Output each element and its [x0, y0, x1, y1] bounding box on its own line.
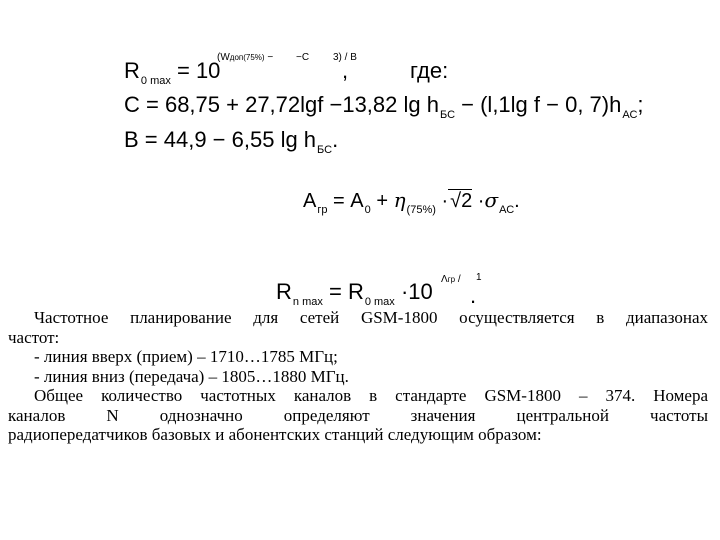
- r0max-exponent: [217, 52, 273, 63]
- formula-r0max: [124, 60, 220, 87]
- formula-agr: [303, 190, 520, 216]
- rnmax-eq: = R: [328, 279, 364, 304]
- b-end: .: [332, 127, 339, 152]
- rnmax-exp-one: 1: [476, 272, 482, 283]
- agr-end: .: [514, 190, 520, 212]
- formula-c: [124, 94, 644, 121]
- rnmax-exp: Λ: [441, 274, 448, 285]
- r0max-comma: ,: [342, 58, 349, 83]
- agr-dot2: ·: [477, 190, 485, 212]
- paragraph-3: - линия вниз (передача) – 1805…1880 МГц.: [34, 366, 349, 386]
- r0max-lhs-sub: 0 max: [140, 75, 171, 87]
- paragraph-4-line-2: каналов N однозначно определяют значения центральной частоты: [8, 405, 708, 425]
- r0max-exp-tail: 3) / B: [333, 52, 357, 63]
- rnmax-lhs: R: [276, 279, 292, 304]
- c-sub-as: АС: [622, 109, 638, 121]
- r0max-exp-sub: доп(75%): [229, 53, 265, 62]
- rnmax-exponent: [441, 274, 461, 285]
- c-mid: − (l,1lg f − 0, 7)h: [455, 92, 622, 117]
- paragraph-4-line-1: Общее количество частотных каналов в стандарте GSM-1800 – 374. Номера: [34, 386, 708, 405]
- r0max-lhs: R: [124, 58, 140, 83]
- agr-sigma-sub: АС: [499, 204, 515, 216]
- b-main: B = 44,9 − 6,55 lg h: [124, 127, 317, 152]
- r0max-exp-open: (W: [217, 52, 230, 63]
- rnmax-exp-tail: /: [457, 274, 461, 285]
- rnmax-lhs-sub: n max: [292, 296, 323, 308]
- agr-dot: ·: [441, 190, 449, 212]
- formula-rnmax: [276, 281, 433, 308]
- agr-plus: +: [376, 190, 388, 212]
- agr-eq: = A: [333, 190, 364, 212]
- r0max-eq: = 10: [176, 58, 221, 83]
- c-end: ;: [637, 92, 644, 117]
- rnmax-exp-sub: гр: [447, 275, 456, 284]
- rnmax-r0-sub: 0 max: [364, 296, 395, 308]
- rnmax-mult: ·10: [400, 279, 433, 304]
- c-sub-bs: БС: [439, 109, 456, 121]
- formula-b: [124, 129, 338, 156]
- agr-a: A: [303, 190, 317, 212]
- agr-sqrt: √2: [450, 190, 473, 212]
- rnmax-end: .: [470, 283, 477, 308]
- paragraph-2: - линия вверх (прием) – 1710…1785 МГц;: [34, 347, 338, 366]
- agr-sigma: σ: [484, 188, 499, 212]
- paragraph-1-line-1: Частотное планирование для сетей GSM-1800 осуществляется в диапазонах: [34, 308, 708, 327]
- r0max-exp-c: −C: [296, 52, 310, 63]
- body-text: [8, 308, 708, 445]
- paragraph-1-line-2: частот:: [8, 327, 60, 347]
- b-sub-bs: БС: [317, 144, 333, 156]
- agr-a-sub: гр: [317, 204, 328, 216]
- c-main: C = 68,75 + 27,72lgf −13,82 lg h: [124, 92, 439, 117]
- paragraph-4-line-3: радиопередатчиков базовых и абонентских станций следующим образом:: [8, 425, 542, 444]
- agr-eta: η: [393, 188, 406, 212]
- where-label: где:: [410, 58, 449, 83]
- agr-eta-sub: (75%): [406, 204, 436, 216]
- r0max-exp-mid: −: [264, 52, 274, 63]
- agr-a0-sub: 0: [364, 204, 371, 216]
